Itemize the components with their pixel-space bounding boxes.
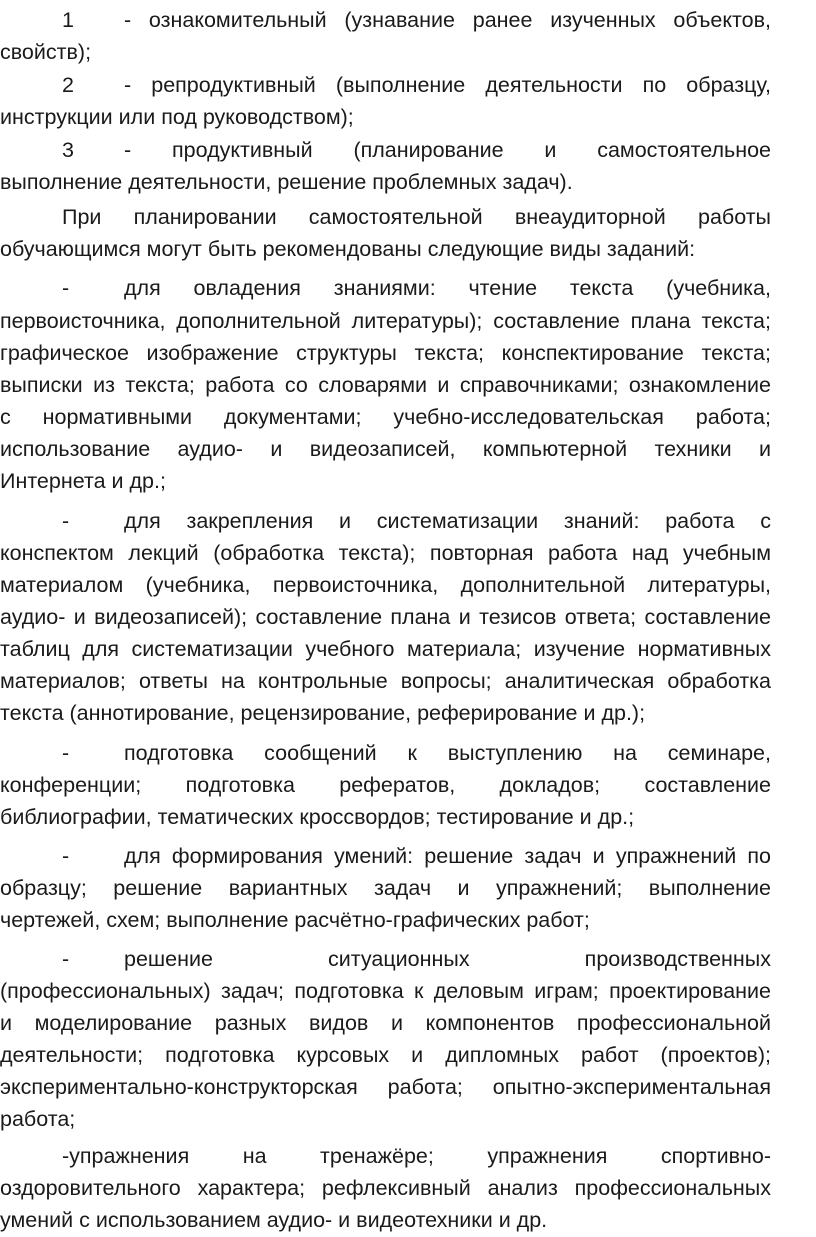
task-item-3-line: библиографии, тематических кроссвордов; тестирование и др.; (0, 805, 635, 829)
task-item-5-line: экспериментально-конструкторская работа; опытно-экспериментальная (0, 1075, 771, 1099)
task-text: подготовка сообщений к выступлению на семинаре, (124, 741, 771, 765)
task-text: для закрепления и систематизации знаний: работа с (124, 509, 771, 533)
task-item-5-line: деятельности; подготовка курсовых и дипломных работ (проектов); (0, 1043, 771, 1067)
level-1-line (62, 4, 771, 36)
level-number: 2 (62, 73, 74, 97)
level-number: 1 (62, 8, 74, 32)
level-number: 3 (62, 138, 74, 162)
list-dash: - (62, 844, 70, 868)
task-item-5-line: (профессиональных) задач; подготовка к деловым играм; проектирование (0, 979, 771, 1003)
level-1-continuation: свойств); (0, 40, 92, 64)
task-item-2-line: текста (аннотирование, рецензирование, реферирование и др.); (0, 701, 646, 725)
task-item-1-first-line (62, 272, 771, 304)
list-dash: - (62, 741, 70, 765)
task-item-1-line: графическое изображение структуры текста; конспектирование текста; (0, 341, 771, 365)
level-2-continuation: инструкции или под руководством); (0, 105, 354, 129)
task-item-5-line: работа; (0, 1107, 76, 1131)
task-item-1-line: использование аудио- и видеозаписей, компьютерной техники и (0, 437, 771, 461)
task-text: для формирования умений: решение задач и упражнений по (124, 844, 771, 868)
task-item-5-line: и моделирование разных видов и компонентов профессиональной (0, 1011, 771, 1035)
task-text: решение ситуационных производственных (124, 947, 771, 971)
list-dash: - (62, 947, 70, 971)
level-2-line (62, 69, 771, 101)
task-item-4-first-line (62, 840, 771, 872)
intro-line-1: При планировании самостоятельной внеаудиторной работы (62, 205, 771, 229)
task-item-2-line: материалом (учебника, первоисточника, дополнительной литературы, (0, 573, 771, 597)
list-dash: - (62, 276, 70, 300)
task-item-3-first-line (62, 737, 771, 769)
task-item-1-line: первоисточника, дополнительной литературы); составление плана текста; (0, 309, 771, 333)
level-3-continuation: выполнение деятельности, решение проблемных задач). (0, 170, 573, 194)
task-item-6-line: умений с использованием аудио- и видеотехники и др. (0, 1208, 548, 1232)
level-text: - ознакомительный (узнавание ранее изученных объектов, (124, 8, 771, 32)
task-item-6-first-line: -упражнения на тренажёре; упражнения спортивно- (62, 1144, 771, 1168)
level-3-line (62, 134, 771, 166)
task-item-5-first-line (62, 943, 771, 975)
task-text: для овладения знаниями: чтение текста (учебника, (124, 276, 771, 300)
task-item-2-line: материалов; ответы на контрольные вопросы; аналитическая обработка (0, 669, 771, 693)
task-item-1-line: с нормативными документами; учебно-исследовательская работа; (0, 405, 771, 429)
level-text: - продуктивный (планирование и самостоятельное (124, 138, 771, 162)
task-item-3-line: конференции; подготовка рефератов, докладов; составление (0, 773, 771, 797)
task-item-2-line: конспектом лекций (обработка текста); повторная работа над учебным (0, 541, 771, 565)
task-item-4-line: чертежей, схем; выполнение расчётно-графических работ; (0, 908, 590, 932)
task-item-4-line: образцу; решение вариантных задач и упражнений; выполнение (0, 876, 771, 900)
intro-line-2: обучающимся могут быть рекомендованы следующие виды заданий: (0, 237, 696, 261)
list-dash: - (62, 509, 70, 533)
task-item-2-first-line (62, 505, 771, 537)
task-item-2-line: аудио- и видеозаписей); составление плана и тезисов ответа; составление (0, 605, 771, 629)
level-text: - репродуктивный (выполнение деятельности по образцу, (124, 73, 771, 97)
task-item-2-line: таблиц для систематизации учебного материала; изучение нормативных (0, 637, 771, 661)
task-item-1-line: выписки из текста; работа со словарями и справочниками; ознакомление (0, 373, 771, 397)
task-item-6-line: оздоровительного характера; рефлексивный анализ профессиональных (0, 1176, 771, 1200)
task-item-1-line: Интернета и др.; (0, 469, 166, 493)
